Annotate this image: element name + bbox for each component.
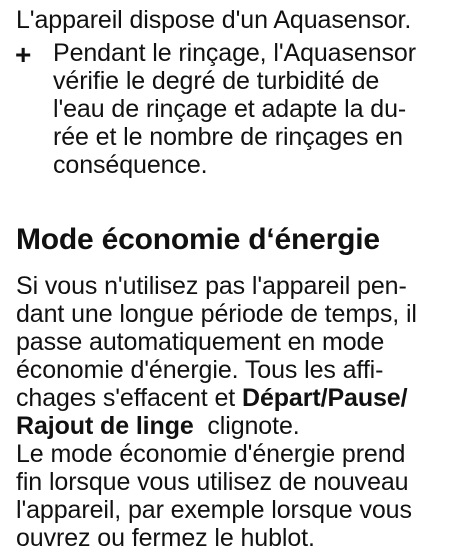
paragraph-line-2: dant une longue période de temps, il [16,300,417,328]
paragraph-line-5 [16,384,407,412]
section-heading: Mode économie d‘énergie [16,223,380,256]
plus-icon: + [15,39,32,70]
paragraph-line-5-text: chages s'effacent et [16,384,242,412]
depart-button-label: Départ [241,384,321,412]
bullet-line-3: l'eau de rinçage et adapte la du- [53,95,407,123]
slash-separator: / [400,384,408,412]
paragraph-line-4: économie d'énergie. Tous les affi- [16,356,384,384]
paragraph-line-6 [16,412,300,440]
paragraph2-line-4: ouvrez ou fermez le hublot. [16,524,315,552]
slash-separator: / [320,384,328,412]
paragraph-line-1: Si vous n'utilisez pas l'appareil pen- [16,272,407,300]
bullet-line-4: rée et le nombre de rinçages en [53,123,403,151]
rajout-de-linge-button-label: Rajout de linge [16,412,194,440]
paragraph-line-3: passe automatiquement en mode [16,328,385,356]
bullet-line-2: vérifie le degré de turbidité de [53,67,380,95]
intro-text: L'appareil dispose d'un Aquasensor. [16,6,412,34]
paragraph2-line-1: Le mode économie d'énergie prend [16,440,406,468]
bullet-line-1: Pendant le rinçage, l'Aquasensor [53,39,416,67]
bullet-line-5: conséquence. [53,151,208,179]
pause-button-label: Pause [327,384,401,412]
paragraph2-line-2: fin lorsque vous utilisez de nouveau [16,468,409,496]
paragraph2-line-3: l'appareil, par exemple lorsque vous [16,496,412,524]
paragraph-line-6-text: clignote. [193,412,300,440]
